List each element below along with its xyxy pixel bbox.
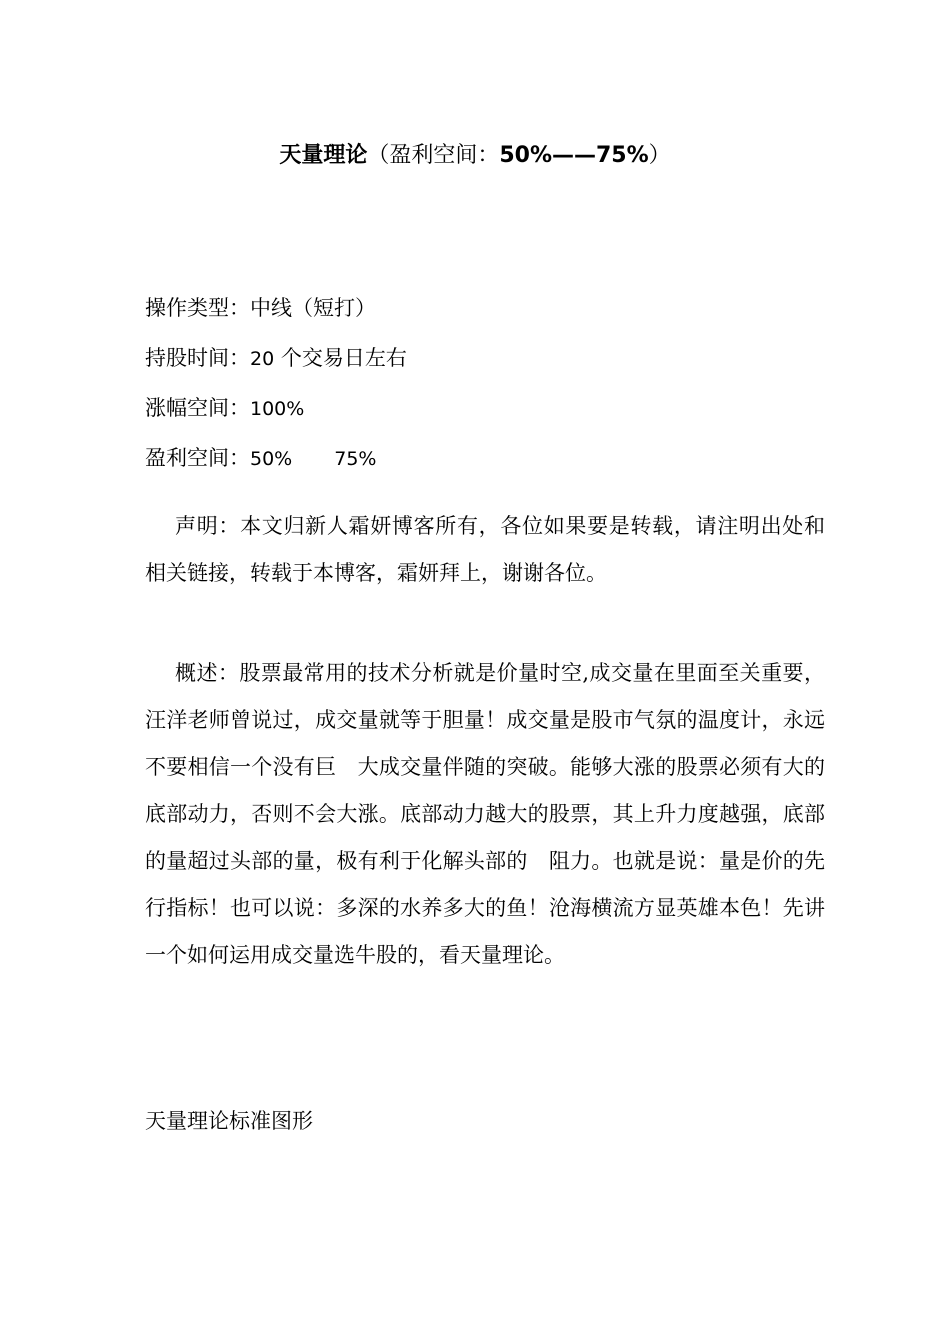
title-paren-close: ） xyxy=(648,143,671,168)
meta-value-high: 75% xyxy=(334,448,377,470)
meta-label: 持股时间： xyxy=(145,346,250,370)
meta-value: 中线（短打） xyxy=(250,296,376,320)
meta-label: 涨幅空间： xyxy=(145,396,250,420)
meta-label: 盈利空间： xyxy=(145,446,250,470)
title-range: 50%——75% xyxy=(499,143,649,168)
meta-profit-space xyxy=(145,433,825,483)
meta-operation-type xyxy=(145,283,825,333)
title-main: 天量理论 xyxy=(279,143,368,168)
overview-paragraph: 概述：股票最常用的技术分析就是价量时空,成交量在里面至关重要，汪洋老师曾说过，成交量就等于胆量！成交量是股市气氛的温度计，永远不要相信一个没有巨 大成交量伴随的突破。能够大涨的股票必须有大的底部动力，否则不会大涨。底部动力越大的股票，其上升力度越强，底部的量超过头部的量，极有利于化解头部的 阻力。也就是说：量是价的先行指标！也可以说：多深的水养多大的鱼！沧海横流方显英雄本色！先讲一个如何运用成交量选牛股的，看天量理论。 xyxy=(145,661,825,967)
title-paren-open: （盈利空间： xyxy=(367,143,500,168)
statement-paragraph: 声明：本文归新人霜妍博客所有，各位如果要是转载，请注明出处和相关链接，转载于本博客，霜妍拜上，谢谢各位。 xyxy=(145,514,825,585)
page-title xyxy=(0,140,950,172)
meta-value-number: 20 xyxy=(250,348,275,370)
meta-rise-space xyxy=(145,383,825,433)
meta-value: 个交易日左右 xyxy=(274,346,407,370)
meta-value-low: 50% xyxy=(250,448,293,470)
meta-holding-time xyxy=(145,333,825,383)
section-heading: 天量理论标准图形 xyxy=(145,1109,313,1133)
meta-block xyxy=(145,283,825,483)
meta-label: 操作类型： xyxy=(145,296,250,320)
meta-value-number: 100% xyxy=(250,398,305,420)
